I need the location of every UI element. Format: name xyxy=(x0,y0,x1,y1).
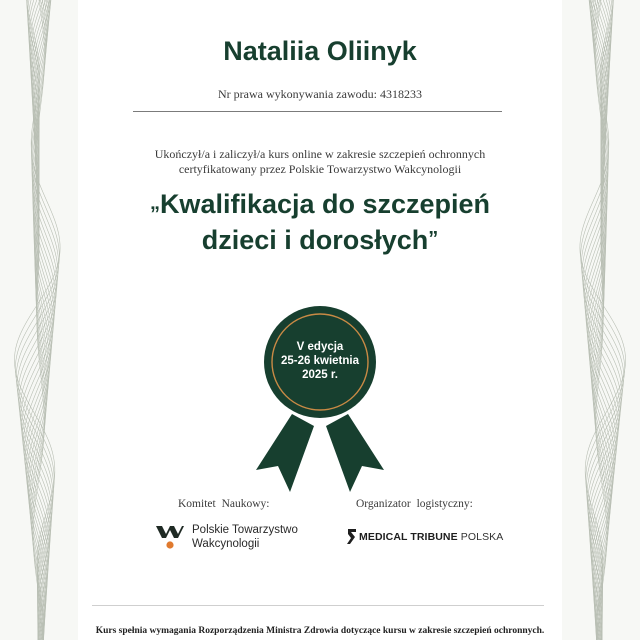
logistics-organizer-label: Organizator logistyczny: xyxy=(356,498,473,510)
course-title-line xyxy=(90,222,550,258)
scientific-committee-label: Komitet Naukowy: xyxy=(178,498,270,510)
course-title-text: dzieci i dorosłych xyxy=(201,225,429,255)
ribbon-right-tail xyxy=(326,414,384,492)
bottom-divider xyxy=(92,605,544,606)
ptw-name-line: Polskie Towarzystwo xyxy=(192,524,298,536)
brand-light: POLSKA xyxy=(460,531,504,543)
recipient-name: Nataliia Oliinyk xyxy=(223,36,417,66)
completion-statement xyxy=(100,147,540,177)
course-title-text: Kwalifikacja do szczepień xyxy=(159,189,491,219)
course-title-line xyxy=(90,186,550,222)
footer-note: Kurs spełnia wymagania Rozporządzenia Ministra Zdrowia dotyczące kursu w zakresie szczepień ochronnych. xyxy=(95,626,545,636)
close-quote: ” xyxy=(428,228,439,250)
ptw-name-line: Wakcynologii xyxy=(192,538,260,550)
statement-line: Ukończył/a i zaliczył/a kurs online w zakresie szczepień ochronnych xyxy=(154,147,486,161)
award-ribbon-badge xyxy=(250,302,390,502)
top-divider xyxy=(133,111,502,112)
license-number: Nr prawa wykonywania zawodu: 4318233 xyxy=(218,87,422,101)
badge-line: 25-26 kwietnia xyxy=(281,355,359,367)
medical-tribune-brand xyxy=(359,531,503,543)
badge-line: 2025 r. xyxy=(302,369,338,381)
statement-line: certyfikatowany przez Polskie Towarzystwo Wakcynologii xyxy=(178,162,462,176)
medical-tribune-logo-icon xyxy=(346,527,358,547)
badge-line: V edycja xyxy=(296,341,344,353)
ptw-logo-icon xyxy=(156,522,184,550)
brand-bold: MEDICAL TRIBUNE xyxy=(359,531,458,543)
ptw-organization-name xyxy=(192,523,298,551)
ribbon-left-tail xyxy=(256,414,314,492)
open-quote: „ xyxy=(149,192,160,214)
course-title xyxy=(90,186,550,258)
badge-edition-text xyxy=(262,340,378,382)
